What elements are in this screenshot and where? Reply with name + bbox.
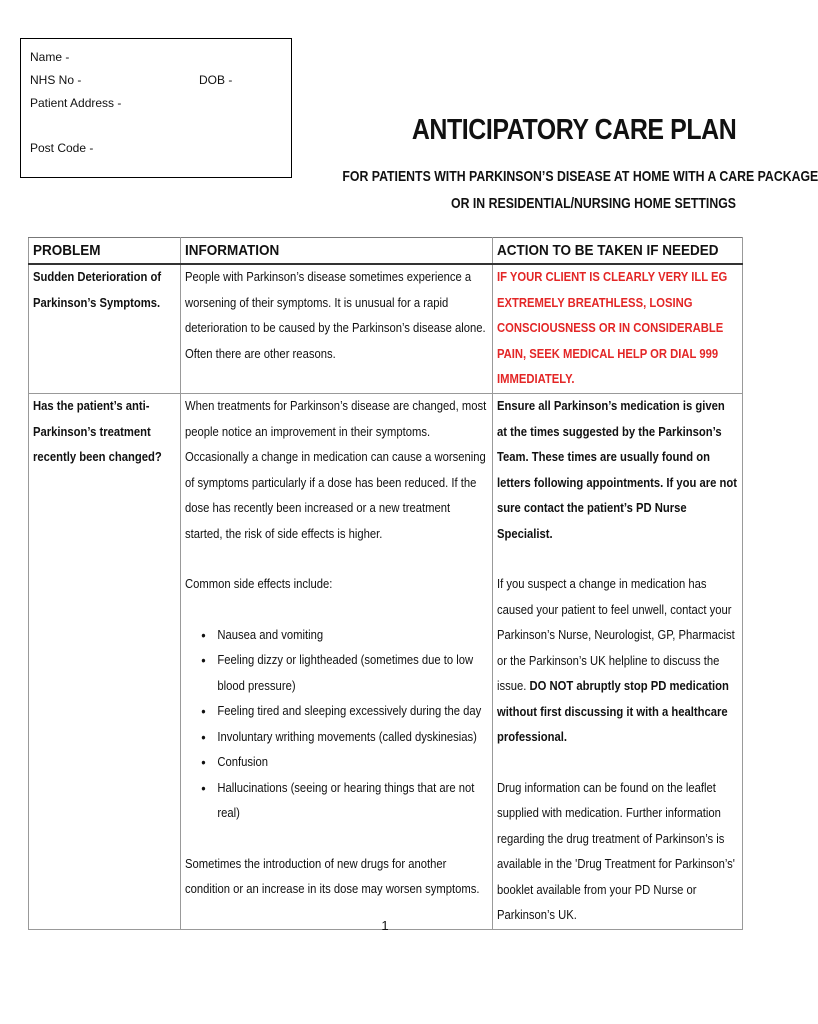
list-item: • Nausea and vomiting bbox=[198, 623, 488, 649]
page-number: 1 bbox=[381, 918, 389, 933]
row1-action: IF YOUR CLIENT IS CLEARLY VERY ILL EG EXTREMELY BREATHLESS, LOSING CONSCIOUSNESS OR IN CONSIDERABLE PAIN, SEEK MEDICAL HELP OR DIAL 999 IMMEDIATELY. bbox=[497, 270, 728, 386]
patient-details-box bbox=[20, 38, 292, 178]
nhs-number-label: NHS No - bbox=[30, 73, 82, 87]
table-header-row bbox=[29, 238, 743, 265]
header-action: ACTION TO BE TAKEN IF NEEDED bbox=[493, 238, 743, 265]
row2-action-para1: Ensure all Parkinson’s medication is given at the times suggested by the Parkinson’s Team. These times are usually found on letters following appointments. If you are not sure contact the patient’s PD Nurse Specialist. bbox=[497, 399, 738, 541]
row2-information-para3: Sometimes the introduction of new drugs for another condition or an increase in its dose may worsen symptoms. bbox=[185, 856, 480, 896]
patient-nhs-line bbox=[30, 69, 291, 92]
patient-name-line bbox=[30, 46, 291, 69]
row1-action-cell bbox=[493, 264, 743, 394]
subtitle-line-2: OR IN RESIDENTIAL/NURSING HOME SETTINGS bbox=[451, 195, 736, 212]
row2-action-cell bbox=[493, 394, 743, 930]
row1-problem: Sudden Deterioration of Parkinson’s Symptoms. bbox=[33, 270, 162, 310]
row2-problem-cell bbox=[29, 394, 181, 930]
page-subtitle bbox=[256, 163, 818, 217]
row2-action-para3: Drug information can be found on the leaflet supplied with medication. Further information regarding the drug treatment of Parkinson’s is available in the 'Drug Treatment for Parkinson’s' booklet available from your PD Nurse or Parkinson’s UK. bbox=[497, 780, 735, 922]
header-problem: PROBLEM bbox=[29, 238, 181, 265]
header-information: INFORMATION bbox=[181, 238, 493, 265]
row2-problem: Has the patient’s anti-Parkinson’s treatment recently been changed? bbox=[33, 399, 162, 464]
table-row bbox=[29, 394, 743, 930]
list-item: • Involuntary writhing movements (called dyskinesias) bbox=[198, 725, 488, 751]
dob-label: DOB - bbox=[199, 73, 233, 87]
postcode-label: Post Code - bbox=[30, 141, 94, 155]
row1-problem-cell bbox=[29, 264, 181, 394]
row1-information-cell bbox=[181, 264, 493, 394]
list-item: • Confusion bbox=[198, 750, 488, 776]
patient-address-line bbox=[30, 92, 291, 115]
side-effects-list bbox=[185, 623, 488, 827]
list-item: • Feeling tired and sleeping excessively during the day bbox=[198, 699, 488, 725]
row2-action-para2-text: If you suspect a change in medication has caused your patient to feel unwell, contact your Parkinson’s Nurse, Neurologist, GP, Pharmacist or the Parkinson’s UK helpline to discuss the issue. bbox=[497, 577, 735, 693]
name-label: Name - bbox=[30, 50, 70, 64]
page-title: ANTICIPATORY CARE PLAN bbox=[411, 114, 736, 146]
list-item: • Feeling dizzy or lightheaded (sometimes due to low blood pressure) bbox=[198, 648, 488, 699]
care-plan-table bbox=[28, 237, 743, 930]
row2-action-warning: DO NOT abruptly stop PD medication without first discussing it with a healthcare professional. bbox=[497, 679, 729, 744]
row2-side-effects-intro: Common side effects include: bbox=[185, 577, 333, 591]
row1-information: People with Parkinson’s disease sometimes experience a worsening of their symptoms. It is unusual for a rapid deterioration to be caused by the Parkinson’s disease alone. Often there are other reasons. bbox=[185, 270, 486, 361]
patient-postcode-line bbox=[30, 137, 291, 160]
table-row bbox=[29, 264, 743, 394]
row2-action-para2 bbox=[497, 572, 738, 751]
subtitle-line-1: FOR PATIENTS WITH PARKINSON’S DISEASE AT HOME WITH A CARE PACKAGE bbox=[342, 168, 818, 185]
list-item: • Hallucinations (seeing or hearing things that are not real) bbox=[198, 776, 488, 827]
row2-information-cell bbox=[181, 394, 493, 930]
row2-information-para1: When treatments for Parkinson’s disease are changed, most people notice an improvement in their symptoms. Occasionally a change in medication can cause a worsening of symptoms particularly if a dose has been reduced. If the dose has recently been increased or a new treatment started, the risk of side effects is higher. bbox=[185, 399, 487, 541]
address-label: Patient Address - bbox=[30, 96, 122, 110]
